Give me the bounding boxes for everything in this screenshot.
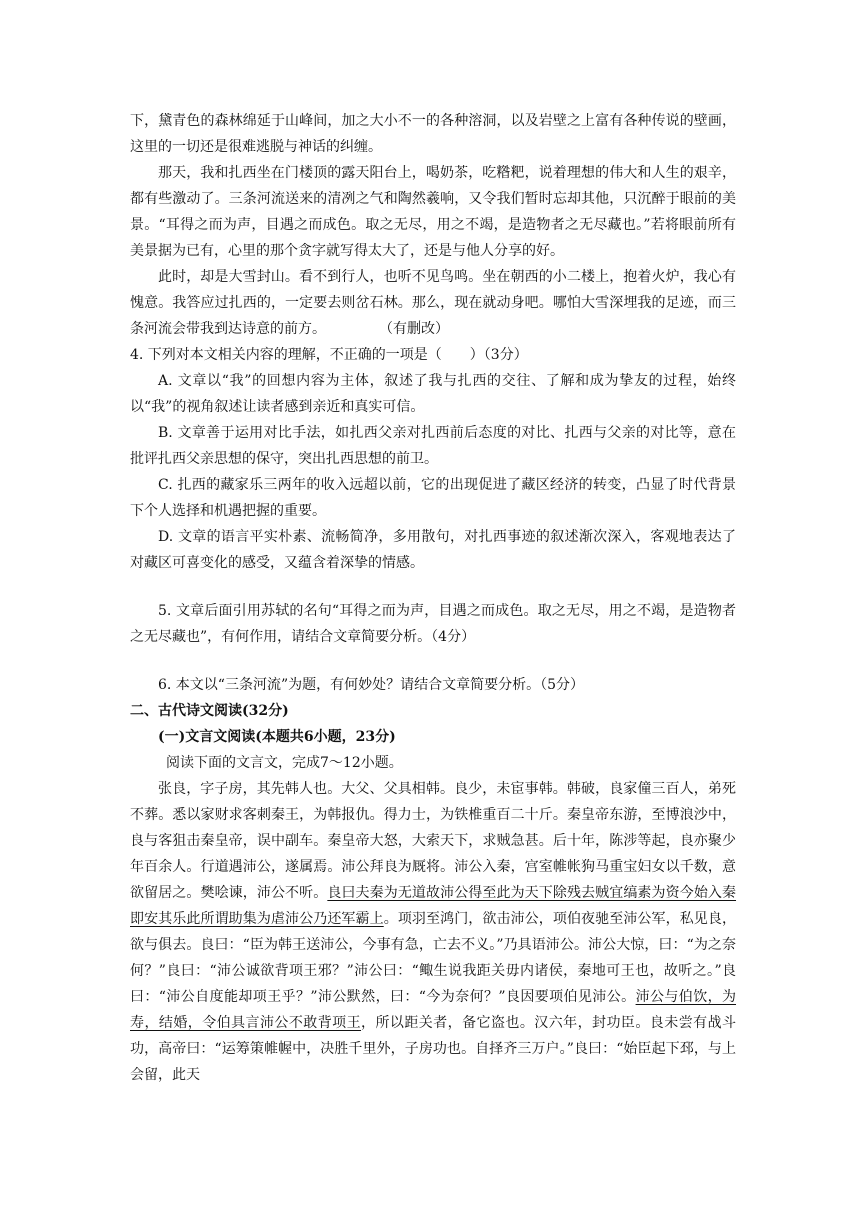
question-4-option-d: D. 文章的语言平实朴素、流畅简净，多用散句，对扎西事迹的叙述渐次深入，客观地表达了对藏区可喜变化的感受，又蕴含着深挚的情感。 — [130, 529, 736, 571]
underlined-sentence-1: 良曰夫秦为无道故沛公得至此为天下除残去贼宜缟素为资今始入秦即安其乐此所谓助集为虐沛公乃还军霸上 — [130, 885, 737, 927]
question-4-option-a: A. 文章以“我”的回想内容为主体，叙述了我与扎西的交往、了解和成为挚友的过程，始终以“我”的视角叙述让读者感到亲近和真实可信。 — [130, 373, 736, 415]
underlined-sentence-2: 沛公与伯饮，为寿，结婚，令伯具言沛公不敢背项王 — [130, 989, 737, 1031]
subsection-heading: (一)文言文阅读(本题共6小题，23分) — [158, 729, 396, 745]
question-4-option-c: C. 扎西的藏家乐三两年的收入远超以前，它的出现促进了藏区经济的转变，凸显了时代背景下个人选择和机遇把握的重要。 — [130, 477, 736, 519]
revision-note: （有删改） — [386, 321, 449, 337]
question-6: 6. 本文以“三条河流”为题，有何妙处？请结合文章简要分析。（5分） — [158, 677, 585, 693]
question-4-option-b: B. 文章善于运用对比手法，如扎西父亲对扎西前后态度的对比、扎西与父亲的对比等，意在批评扎西父亲思想的保守，突出扎西思想的前卫。 — [130, 425, 736, 467]
answer-space — [130, 576, 736, 598]
section-heading: 二、古代诗文阅读(32分) — [130, 703, 289, 719]
passage-text-a: 张良，字子房，其先韩人也。大父、父具相韩。良少，未宦事韩。韩破，良家僮三百人，弟死不葬。悉以家财求客刺秦王，为韩报仇。得力士，为铁椎重百二十斤。秦皇帝东游，至博浪沙中，良与客狙击秦皇帝，误中副车。秦皇帝大怒，大索天下，求贼急甚。后十年，陈涉等起，良亦聚少年百余人。行道遇沛公，遂属焉。沛公拜良为厩将。沛公入秦，宫室帷帐狗马重宝妇女以千数，意欲留居之。樊哙谏，沛公不听。 — [130, 781, 736, 901]
classical-chinese-passage — [130, 776, 736, 1088]
question-4-stem: 4. 下列对本文相关内容的理解，不正确的一项是（ ）（3分） — [130, 347, 528, 363]
question-5: 5. 文章后面引用苏轼的名句“耳得之而为声，目遇之而成色。取之无尽，用之不竭，是造物者之无尽藏也”，有何作用，请结合文章简要分析。（4分） — [130, 603, 736, 645]
passage-paragraph-3 — [130, 264, 736, 342]
passage-text-b: 。项羽至鸿门，欲击沛公，项伯夜驰至沛公军，私见良，欲与俱去。良曰：“臣为韩王送沛公，今事有急，亡去不义。”乃具语沛公。沛公大惊，曰：“为之奈何？”良曰：“沛公诚欲背项王邪？”沛公曰：“鲰生说我距关毋内诸侯，秦地可王也，故听之。”良曰：“沛公自度能却项王乎？”沛公默然，曰：“今为奈何？”良因要项伯见沛公。 — [130, 911, 737, 1005]
passage-text-c: ，所以距关者，备它盗也。汉六年，封功臣。良未尝有战斗功，高帝曰：“运筹策帷幄中，决胜千里外，子房功也。自择齐三万户。”良曰：“始臣起下邳，与上会留，此天 — [130, 1015, 737, 1083]
reading-instruction: 阅读下面的文言文，完成7～12小题。 — [166, 755, 403, 771]
passage-paragraph-3-text: 此时，却是大雪封山。看不到行人，也听不见鸟鸣。坐在朝西的小二楼上，抱着火炉，我心有愧意。我答应过扎西的，一定要去则岔石林。那么，现在就动身吧。哪怕大雪深埋我的足迹，而三条河流会带我到达诗意的前方。 — [130, 269, 736, 337]
document-page — [130, 108, 736, 1088]
answer-space — [130, 650, 736, 672]
passage-paragraph-2: 那天，我和扎西坐在门楼顶的露天阳台上，喝奶茶，吃糌粑，说着理想的伟大和人生的艰辛，都有些激动了。三条河流送来的清冽之气和陶然羲响，又令我们暂时忘却其他，只沉醉于眼前的美景。“耳得之而为声，目遇之而成色。取之无尽，用之不竭，是造物者之无尽藏也。”若将眼前所有美景据为已有，心里的那个贪字就写得太大了，还是与他人分享的好。 — [130, 165, 736, 259]
passage-paragraph-continued: 下，黛青色的森林绵延于山峰间，加之大小不一的各种溶洞，以及岩壁之上富有各种传说的壁画，这里的一切还是很难逃脱与神话的纠缠。 — [130, 113, 736, 155]
